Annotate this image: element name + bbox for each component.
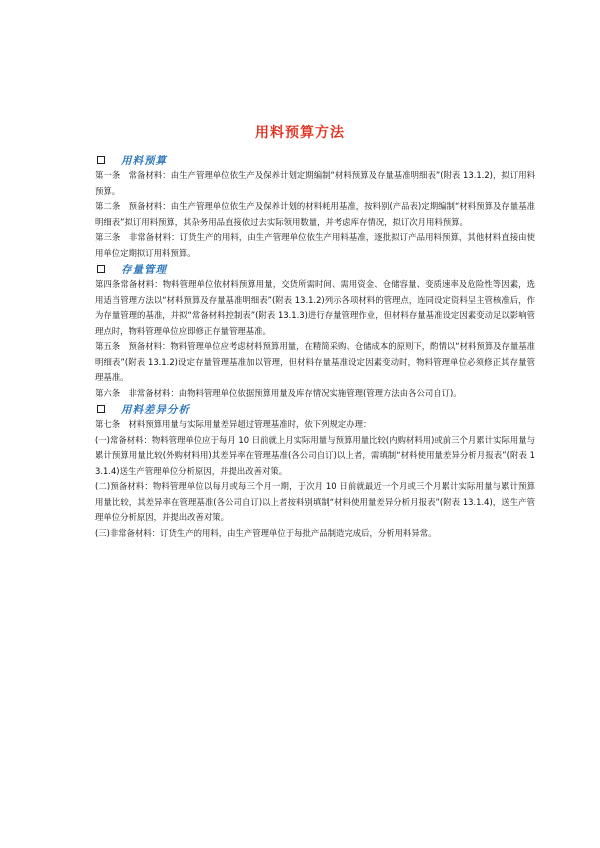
paragraph: 第一条 常备材料：由生产管理单位依生产及保养计划定期编制“材料预算及存量基准明细表”(附表 13.1.2)，拟订用料预算。 [95,170,535,196]
document-body [95,152,535,541]
paragraph: (一)常备材料：物料管理单位应于每月 10 日前就上月实际用量与预算用量比较(内购材料用)或前三个月累计实际用量与累计预算用量比较(外购材料用)其差异率在管理基准(各公司自订)以上者，需填制“材料使用量差异分析月报表”(附表 13.1.4)送生产管理单位分析原因，并提出改善对策。 [95,434,535,476]
paragraph: 第二条 预备材料：由生产管理单位依生产及保养计划的材料耗用基准，按料别(产品表)定期编制“材料预算及存量基准明细表”拟订用料预算，其杂务用品直接依过去实际领用数量，并考虑库存情况，拟订次月用料预算。 [95,201,535,227]
section-heading-variance [95,401,535,417]
section-heading-inventory [95,261,535,277]
section-heading-text: 存量管理 [121,263,167,276]
paragraph: 第三条 非常备材料：订货生产的用料，由生产管理单位依生产用料基准，逐批拟订产品用料预算，其他材料直接由使用单位定期拟订用料预算。 [95,232,535,258]
paragraph: 第六条 非常备材料：由物料管理单位依据预算用量及库存情况实施管理(管理方法由各公司自订)。 [95,387,462,398]
checkbox-icon [97,156,105,164]
section-heading-text: 用料差异分析 [121,403,190,416]
checkbox-icon [97,405,105,413]
section-heading-budget [95,152,535,168]
section-heading-text: 用料预算 [121,154,167,167]
document-title: 用料预算方法 [255,125,345,141]
paragraph: (二)预备材料：物料管理单位以每月或每三个月一期，于次月 10 日前就最近一个月或三个月累计实际用量与累计预算用量比较，其差异率在管理基准(各公司自订)以上者按料别填制“材料使用量差异分析月报表”(附表 13.1.4)，送生产管理单位分析原因，并提出改善对策。 [95,481,535,522]
paragraph: 第七条 材料预算用量与实际用量差异超过管理基准时，依下列规定办理： [95,419,372,429]
paragraph: (三)非常备材料：订货生产的用料，由生产管理单位于每批产品制造完成后，分析用料异常。 [95,527,437,538]
paragraph: 第四条常备材料：物料管理单位依材料预算用量，交货所需时间、需用资金、仓储容量、变质速率及危险性等因素，选用适当管理方法以“材料预算及存量基准明细表”(附表 13.1.2)列示各项材料的管理点，连同设定资料呈主管核准后，作为存量管理的基准，并拟“常备材料控制表”(附表 13.1.3)进行存量管理作业，但材料存量基准设定因素变动足以影响管理点时，物料管理单位应即修正存量管理基准。 [95,279,535,336]
paragraph: 第五条 预备材料：物料管理单位应考虑材料预算用量，在精简采购、仓储成本的原则下，酌情以“材料预算及存量基准明细表”(附表 13.1.2)设定存量管理基准加以管理，但材料存量基准设定因素变动时，物料管理单位必须修正其存量管理基准。 [95,341,535,382]
checkbox-icon [97,265,105,273]
